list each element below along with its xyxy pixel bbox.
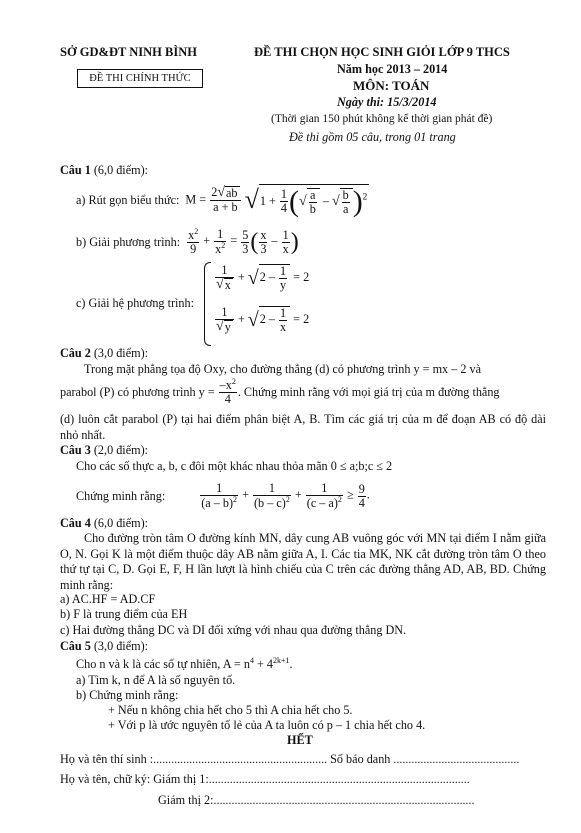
q1-title: Câu 1 <box>60 163 91 177</box>
exam-title: ĐỀ THI CHỌN HỌC SINH GIỎI LỚP 9 THCS <box>254 45 510 59</box>
q4-title: Câu 4 <box>60 516 91 530</box>
q2-text-line2 <box>60 377 500 407</box>
q3-points: (2,0 điểm): <box>93 443 149 457</box>
q4-part-c: c) Hai đường thẳng DC và DI đối xứng với nhau qua đường thẳng DN. <box>60 623 407 637</box>
q1a-expression: M = $\frac{2√ab}{a + b}$ √1 + $\frac{1}{4}$ (√ $\frac{a}{b}$ – √ $\frac{b}{a}$ )$^2$ <box>185 184 368 218</box>
end-marker: HẾT <box>287 733 313 747</box>
q5-part-a: a) Tìm k, n để A là số nguyên tố. <box>76 673 236 687</box>
q2-points: (3,0 điểm): <box>93 346 149 360</box>
department-name: SỞ GD&ĐT NINH BÌNH <box>60 45 197 59</box>
invigilator-2-line: Giám thị 2:....................................................................................... <box>158 793 475 807</box>
q2-text-line1: Trong mặt phẳng tọa độ Oxy, cho đường thẳng (d) có phương trình y = mx – 2 và <box>84 362 481 376</box>
q2-text-line3: (d) luôn cắt parabol (P) tại hai điểm phân biệt A, B. Tìm các giá trị của m để đoạn AB có độ dài nhỏ nhất. <box>60 412 546 442</box>
q5-formula: $A = n^4 + 4^{2k+1}$. <box>222 656 293 672</box>
q1c-label: c) Giải hệ phương trình: <box>76 296 194 310</box>
q1b-label: b) Giải phương trình: <box>76 234 181 249</box>
school-year: Năm học 2013 – 2014 <box>337 62 448 76</box>
q1b-equation: $\frac{x^2}{9}$ + $\frac{1}{x^2}$ = $\frac{5}{3}$ ( $\frac{x}{3}$ – $\frac{1}{x}$ ) <box>188 227 299 257</box>
q4-text: Cho đường tròn tâm O đường kính MN, dây cung AB vuông góc với MN tại điểm I nằm giữa O, N. Gọi K là một điểm thuộc dây AB nằm giữa A, I. Các tia MK, NK cắt đường tròn tâm O theo thứ tự tại C, D. Gọi E, F, H lần lượt là hình chiếu của C trên các đường thẳng AD, AB, BD. Chứng minh rằng: <box>60 531 546 592</box>
q3-prove <box>76 479 370 513</box>
q5-part-b: b) Chứng minh rằng: <box>76 688 179 702</box>
invigilator-1-label: Họ và tên, chữ ký: Giám thị 1: <box>60 772 209 786</box>
invigilator-1-line: Họ và tên, chữ ký: Giám thị 1:....................................................................................... <box>60 772 470 786</box>
q1b <box>76 225 299 259</box>
q1c-equation-2: $\frac{1}{√y}$ + √2 – $\frac{1}{x}$ = 2 <box>216 305 310 335</box>
q1c-system <box>204 262 314 346</box>
q4-points: (6,0 điểm): <box>93 516 149 530</box>
q1c-equation-1: $\frac{1}{√x}$ + √2 – $\frac{1}{y}$ = 2 <box>216 263 310 293</box>
q2-parabola-fraction: $\frac{-x^2}{4}$ <box>219 377 236 407</box>
q3-inequality: $\frac{1}{(a - b)^2}$ + $\frac{1}{(b - c)^2}$ + $\frac{1}{(c - a)^2}$ ≥ $\frac{9}{4}$ . <box>201 481 370 511</box>
q3-prove-label: Chứng minh rằng: <box>76 488 166 503</box>
q5-part-b2: + Với p là ước nguyên tố lẻ của A ta luôn có p – 1 chia hết cho 4. <box>108 718 426 732</box>
q5-intro-text: Cho n và k là các số tự nhiên, <box>76 657 221 672</box>
invigilator-2-label: Giám thị 2: <box>158 793 214 807</box>
q2-text-cont: . Chứng minh rằng với mọi giá trị của m đường thẳng <box>237 384 500 399</box>
q3-title: Câu 3 <box>60 443 91 457</box>
candidate-line: Họ và tên thí sinh :.......................................................... Số báo danh .......................................... <box>60 752 520 766</box>
q1-points: (6,0 điểm): <box>93 163 149 177</box>
q5-points: (3,0 điểm): <box>93 639 149 653</box>
q5-intro <box>76 656 293 672</box>
q1a-label: a) Rút gọn biểu thức: <box>76 192 180 207</box>
q5-title: Câu 5 <box>60 639 91 653</box>
q4-part-b: b) F là trung điểm của EH <box>60 607 188 621</box>
q3-heading <box>60 443 148 458</box>
q5-part-b1: + Nếu n không chia hết cho 5 thì A chia hết cho 5. <box>108 703 353 717</box>
q4-part-a: a) AC.HF = AD.CF <box>60 592 156 606</box>
exam-date: Ngày thi: 15/3/2014 <box>337 95 437 109</box>
q1a <box>76 179 369 221</box>
q4-heading <box>60 516 148 531</box>
subject: MÔN: TOÁN <box>353 78 430 93</box>
q1-heading <box>60 163 148 178</box>
exam-structure: Đề thi gồm 05 câu, trong 01 trang <box>289 130 456 144</box>
q5-heading <box>60 639 148 654</box>
candidate-name-label: Họ và tên thí sinh : <box>60 752 154 766</box>
q3-text: Cho các số thực a, b, c đôi một khác nhau thỏa mãn 0 ≤ a;b;c ≤ 2 <box>76 459 393 473</box>
candidate-number-label: Số báo danh <box>330 752 391 766</box>
official-exam-box: ĐỀ THI CHÍNH THỨC <box>77 69 203 88</box>
q2-title: Câu 2 <box>60 346 91 360</box>
q2-heading <box>60 346 148 361</box>
q2-parabol-label: parabol (P) có phương trình y = <box>60 384 215 399</box>
exam-duration: (Thời gian 150 phút không kể thời gian phát đề) <box>271 113 493 125</box>
